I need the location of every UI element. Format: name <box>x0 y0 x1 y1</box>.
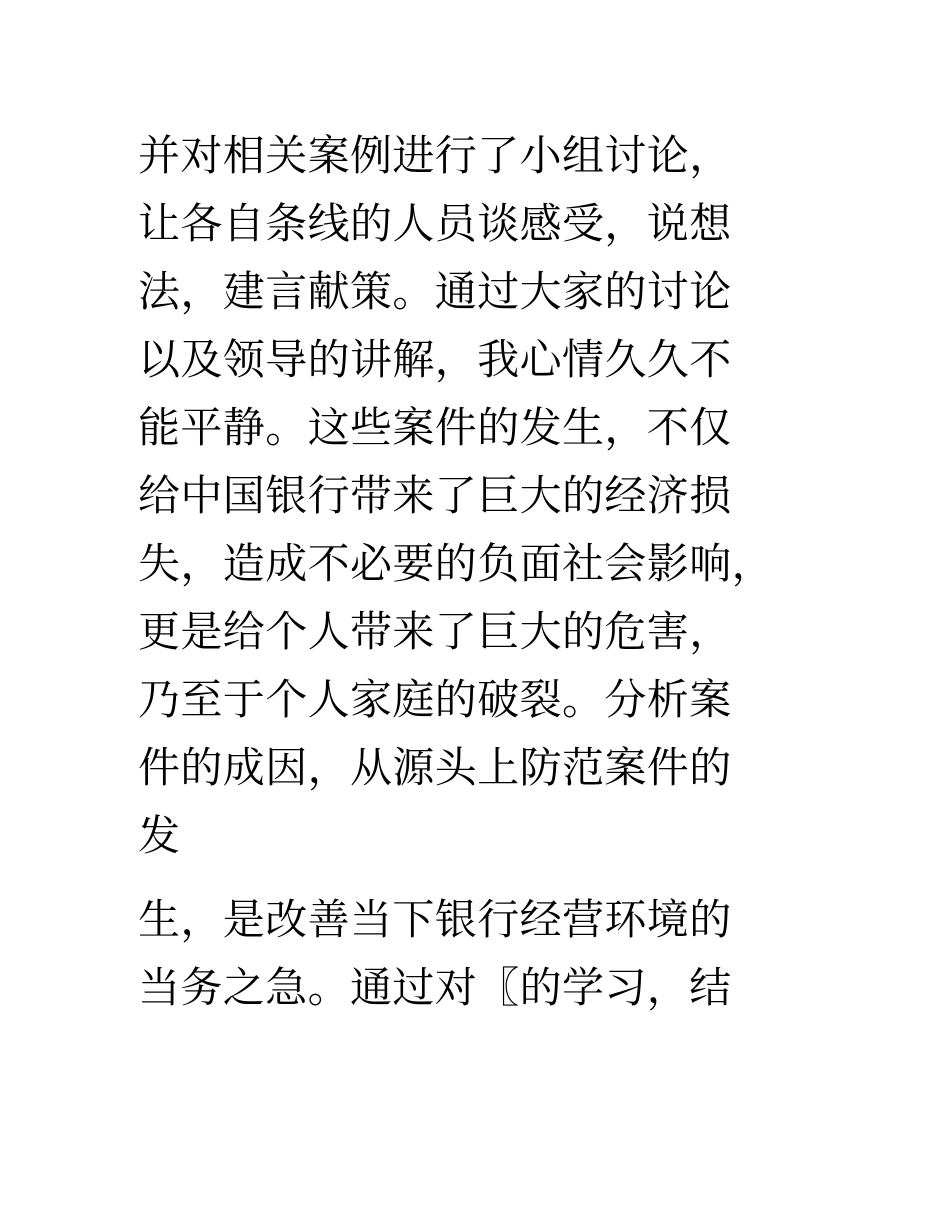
body-paragraph <box>138 122 774 870</box>
text-line: 乃至于个人家庭的破裂。分析案 <box>138 675 732 724</box>
text-line: 法，建言献策。通过大家的讨论 <box>138 267 732 316</box>
text-line: 让各自条线的人员谈感受，说想 <box>138 199 732 248</box>
text-line: 并对相关案例进行了小组讨论， <box>138 131 732 180</box>
text-line: 当务之急。通过对〖的学习，结 <box>138 963 732 1012</box>
text-line: 能平静。这些案件的发生，不仅 <box>138 403 732 452</box>
text-line: 生，是改善当下银行经营环境的 <box>138 895 732 944</box>
text-line: 失，造成不必要的负面社会影响， <box>138 539 775 588</box>
text-line: 给中国银行带来了巨大的经济损 <box>138 471 732 520</box>
text-line: 件的成因，从源头上防范案件的 <box>138 743 732 792</box>
text-line: 以及领导的讲解，我心情久久不 <box>138 335 732 384</box>
body-paragraph <box>138 886 732 1022</box>
text-line: 发 <box>138 811 181 860</box>
text-line: 更是给个人带来了巨大的危害， <box>138 607 732 656</box>
